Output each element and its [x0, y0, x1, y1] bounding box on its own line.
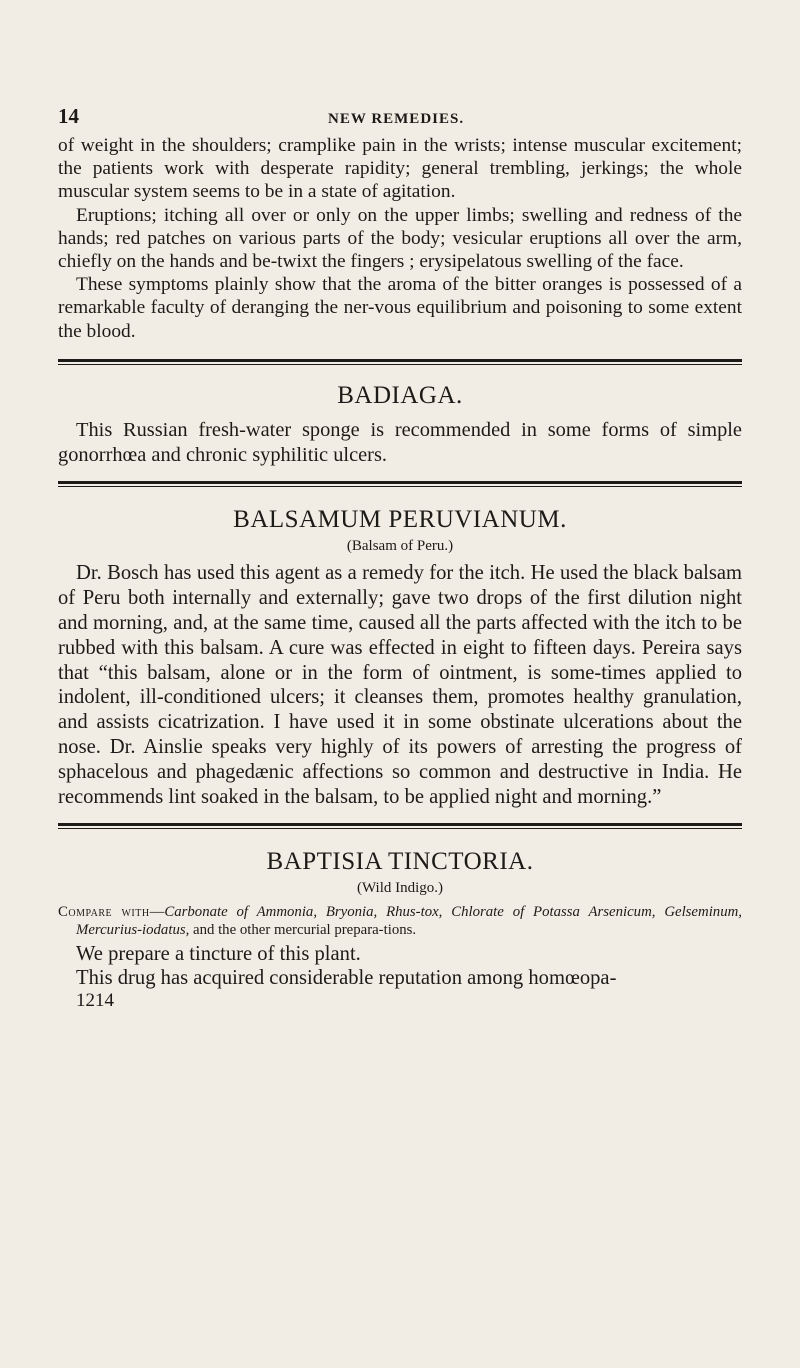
baptisia-section	[58, 848, 742, 1011]
baptisia-title: BAPTISIA TINCTORIA.	[266, 848, 534, 876]
page	[58, 104, 742, 1012]
intro-paragraph-1: of weight in the shoulders; cramplike pain in the wrists; intense muscular excitement; the patients work with desperate rapidity; general trembling, jerkings; the whole muscular system seems to be in a state of agitation.	[58, 135, 742, 203]
running-title: NEW REMEDIES.	[328, 111, 465, 127]
baptisia-line-2: This drug has acquired considerable reputation among homœopa-	[76, 966, 617, 989]
intro-paragraph-3: These symptoms plainly show that the aroma of the bitter oranges is possessed of a remarkable faculty of deranging the ner-vous equilibrium and poisoning to some extent the blood.	[58, 274, 742, 342]
baptisia-line-1: We prepare a tincture of this plant.	[76, 943, 361, 966]
signature-mark: 1214	[76, 989, 114, 1011]
compare-tail: and the other mercurial prepara-tions.	[193, 922, 417, 939]
balsamum-text: Dr. Bosch has used this agent as a remedy for the itch. He used the black balsam of Peru both internally and externally; gave two drops of the first dilution night and morning, and, at the same time, caused all the parts affected with the itch to be rubbed with this balsam. A cure was effected in eight to fifteen days. Pereira says that “this balsam, alone or in the form of ointment, is some-times applied to indolent, ill-conditioned ulcers; it cleanses them, promotes healthy granulation, and assists cicatrization. I have used it in some obstinate ulcerations about the nose. Dr. Ainslie speaks very highly of its powers of arresting the progress of sphacelous and phagedænic affections so common and destructive in India. He recommends lint soaked in the balsam, to be applied night and morning.”	[58, 562, 742, 808]
compare-list: Carbonate of Ammonia, Bryonia, Rhus-tox, Chlorate of Potassa Arsenicum, Gelseminum, Mercurius-iodatus,	[76, 904, 742, 939]
section-divider	[58, 481, 742, 488]
balsamum-section	[58, 506, 742, 809]
page-number: 14	[58, 104, 79, 128]
badiaga-title: BADIAGA.	[337, 381, 463, 409]
balsamum-subtitle: (Balsam of Peru.)	[346, 538, 454, 555]
baptisia-subtitle: (Wild Indigo.)	[356, 880, 444, 897]
section-divider	[58, 359, 742, 366]
badiaga-section	[58, 382, 742, 468]
page-header	[58, 104, 742, 134]
badiaga-text: This Russian fresh-water sponge is recommended in some forms of simple gonorrhœa and chronic syphilitic ulcers.	[58, 418, 742, 466]
compare-lead: Compare with	[58, 904, 150, 921]
balsamum-title: BALSAMUM PERUVIANUM.	[233, 506, 567, 534]
compare-note: Compare with—Carbonate of Ammonia, Bryonia, Rhus-tox, Chlorate of Potassa Arsenicum, Gelseminum, Mercurius-iodatus, and the other mercurial prepara-tions.	[58, 904, 742, 939]
intro-section	[58, 134, 742, 343]
intro-paragraph-2: Eruptions; itching all over or only on the upper limbs; swelling and redness of the hands; red patches on various parts of the body; vesicular eruptions all over the arm, chiefly on the hands and be-twixt the fingers ; erysipelatous swelling of the face.	[58, 204, 742, 273]
section-divider	[58, 823, 742, 830]
